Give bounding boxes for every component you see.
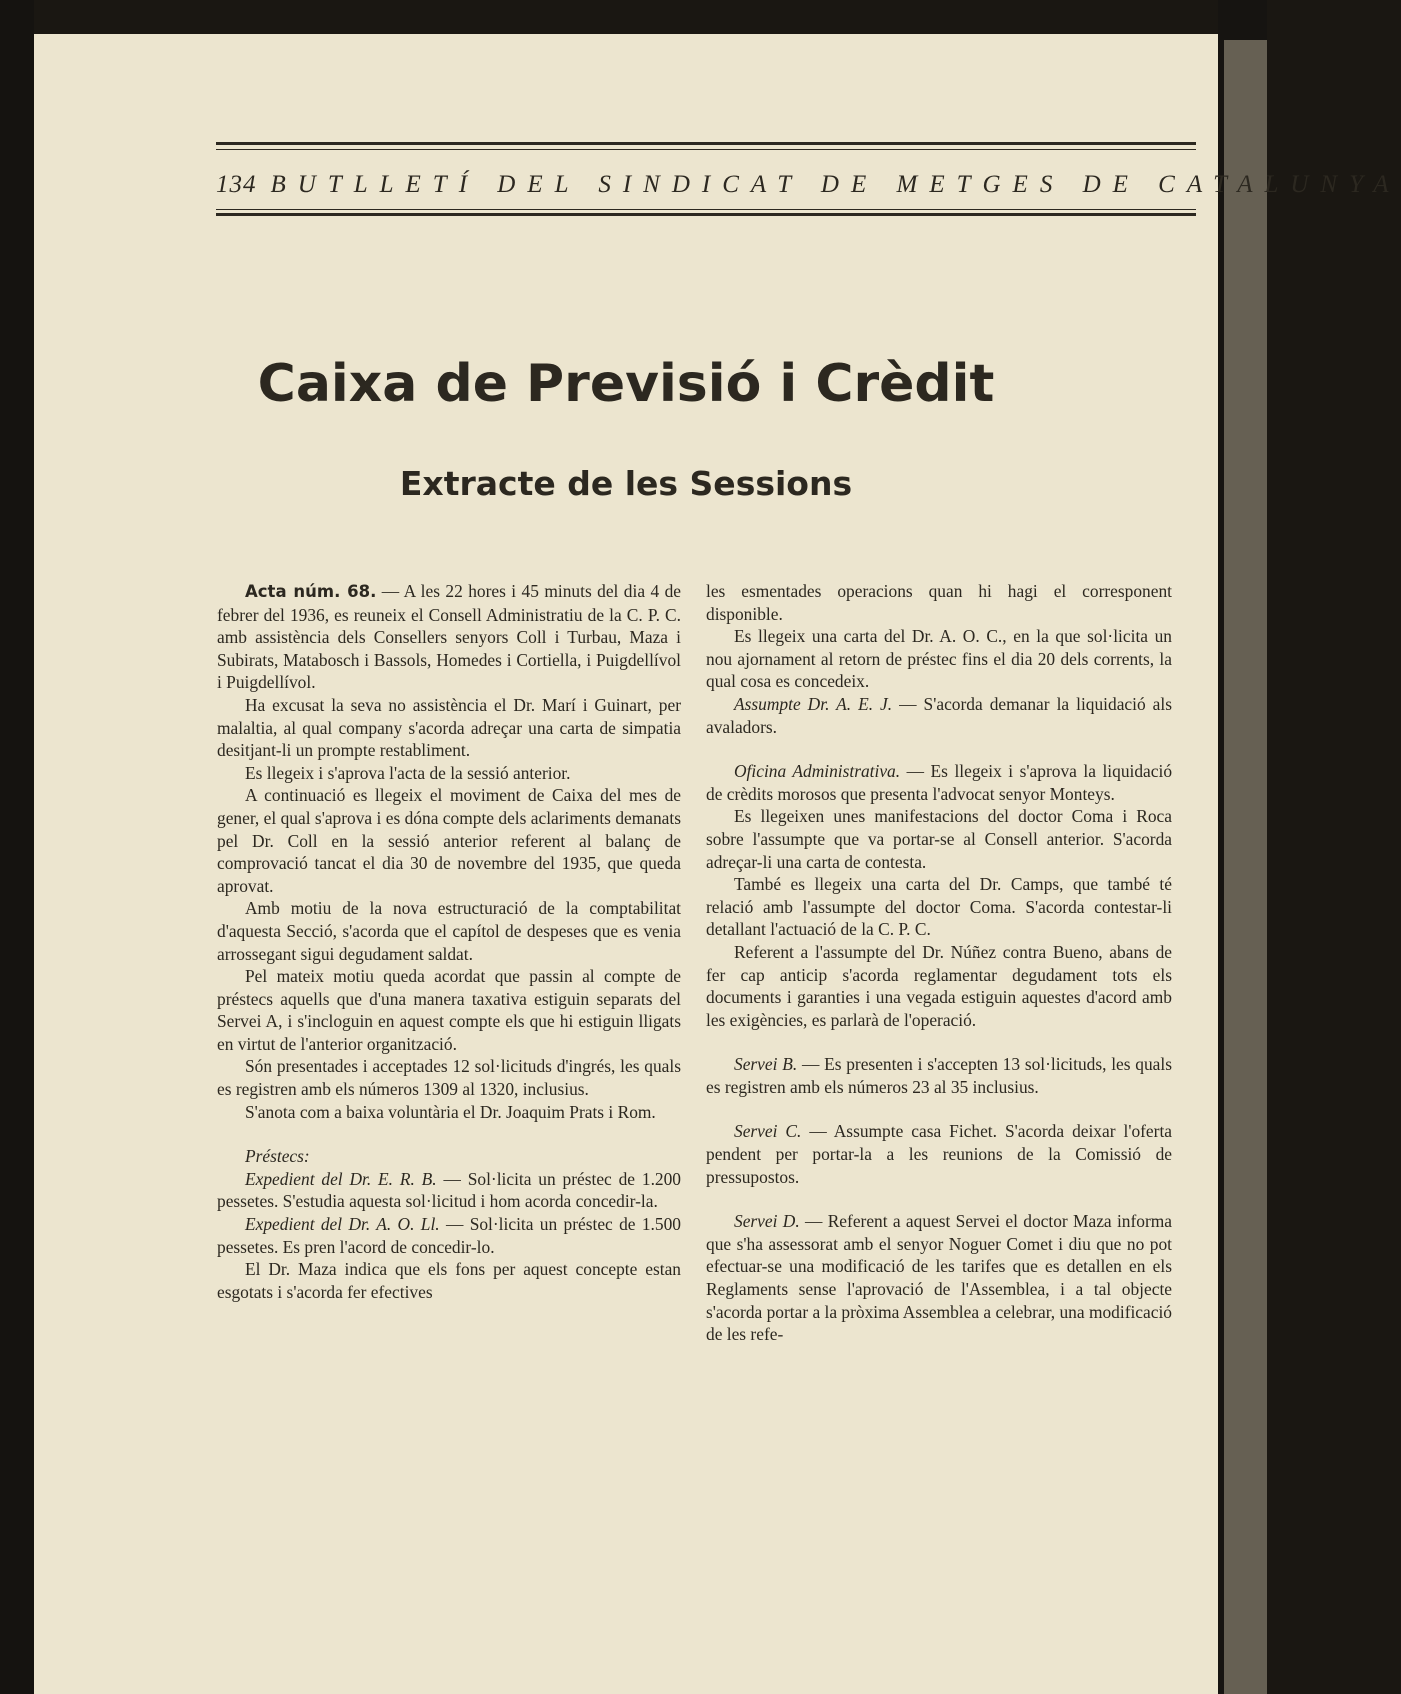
paragraph: Ha excusat la seva no assistència el Dr. Marí i Guinart, per malaltia, al qual company s'acorda adreçar una carta de simpatia desitjant-li un prompte restabliment. — [217, 694, 681, 761]
paragraph-text: — S'acorda demanar la liquidació als avaladors. — [706, 693, 1172, 737]
page-number: 134 — [216, 171, 257, 198]
header-rule-top — [216, 142, 1196, 145]
acta-number: Acta núm. 68. — [245, 582, 377, 601]
paragraph: les esmentades operacions quan hi hagi el corresponent disponible. — [706, 581, 1172, 624]
item-title: Oficina Administrativa. — [734, 761, 901, 782]
paragraph: Són presentades i acceptades 12 sol·licituds d'ingrés, les quals es registren amb els números 1309 al 1320, inclusius. — [217, 1056, 681, 1100]
item-title: Servei B. — [734, 1054, 798, 1075]
scan-background-right — [1218, 0, 1267, 1694]
paragraph-text: — A les 22 hores i 45 minuts del dia 4 de febrer del 1936, es reuneix el Consell Administratiu de la C. P. C. amb assistència dels Consellers senyors Coll i Turbau, Maza i Subirats, Matabosch i Bassols, Homedes i Cortiella, i Puigdellívol i Puigdellívol. — [217, 581, 681, 693]
main-title: Caixa de Previsió i Crèdit — [257, 354, 995, 414]
header-rule-bottom-thin — [216, 209, 1196, 210]
paragraph — [217, 1213, 681, 1258]
subtitle: Extracte de les Sessions — [399, 464, 853, 503]
left-column — [217, 580, 681, 1303]
paragraph-text: — Sol·licita un préstec de 1.500 pessetes. Es pren l'acord de concedir-lo. — [217, 1214, 681, 1257]
header-rule-top-thin — [216, 149, 1196, 150]
paragraph: Referent a l'assumpte del Dr. Núñez contra Bueno, abans de fer cap anticip s'acorda reglamentar degudament tots els documents i garanties i una vegada estiguin aquestes d'acord amb les exigències, es parlarà de l'operació. — [706, 941, 1172, 1030]
paragraph: Pel mateix motiu queda acordat que passin al compte de préstecs aquells que d'una manera taxativa estiguin separats del Servei A, i s'incloguin en aquest compte els que hi estiguin lligats en virtut de l'anterior organització. — [217, 966, 681, 1054]
expedient-title: Expedient del Dr. E. R. B. — [245, 1168, 437, 1189]
paragraph: S'anota com a baixa voluntària el Dr. Joaquim Prats i Rom. — [245, 1101, 656, 1122]
item-title: Assumpte Dr. A. E. J. — [734, 693, 893, 714]
paragraph: Amb motiu de la nova estructuració de la comptabilitat d'aquesta Secció, s'acorda que el capítol de despeses que es venia arrossegant sigui degudament saldat. — [217, 898, 681, 964]
running-header — [216, 142, 1401, 232]
paragraph: Es llegeix una carta del Dr. A. O. C., en la que sol·licita un nou ajornament al retorn de préstec fins el dia 20 dels corrents, la qual cosa es concedeix. — [706, 626, 1172, 692]
header-text-line — [216, 169, 1401, 201]
right-column — [706, 580, 1172, 1346]
paragraph-text: — Referent a aquest Servei el doctor Maza informa que s'ha assessorat amb el senyor Noguer Comet i diu que no pot efectuar-se una modificació de les tarifes que es detallen en els Reglaments sense l'aprovació de l'Assemblea, i a tal objecte s'acorda portar a la pròxima Assemblea a celebrar, una modificació de les refe- — [706, 1211, 1172, 1345]
paragraph — [217, 580, 681, 694]
paragraph-text: — Es presenten i s'accepten 13 sol·licituds, les quals es registren amb els números 23 al 35 inclusius. — [706, 1054, 1172, 1097]
paragraph: A continuació es llegeix el moviment de Caixa del mes de gener, el qual s'aprova i es dóna compte dels aclariments demanats pel Dr. Coll en la sessió anterior referent al balanç de comprovació tancat el dia 30 de novembre del 1935, que queda aprovat. — [217, 785, 681, 896]
paragraph: També es llegeix una carta del Dr. Camps, que també té relació amb l'assumpte del doctor Coma. S'acorda contestar-li detallant l'actuació de la C. P. C. — [706, 874, 1172, 940]
paragraph — [706, 693, 1172, 738]
section-heading-prestecs: Préstecs: — [245, 1146, 310, 1167]
item-title: Servei D. — [734, 1211, 800, 1232]
scan-background-left — [0, 0, 34, 1694]
paragraph — [706, 760, 1172, 805]
running-title: BUTLLETÍ DEL SINDICAT DE METGES DE CATALUNYA — [270, 171, 1401, 198]
paragraph: El Dr. Maza indica que els fons per aquest concepte estan esgotats i s'acorda fer efectives — [217, 1259, 681, 1302]
paragraph — [706, 1053, 1172, 1098]
expedient-title: Expedient del Dr. A. O. Ll. — [245, 1214, 440, 1235]
paragraph — [217, 1168, 681, 1213]
paragraph: Es llegeixen unes manifestacions del doctor Coma i Roca sobre l'assumpte que va portar-se al Consell anterior. S'acorda adreçar-li una carta de contesta. — [706, 806, 1172, 872]
header-rule-bottom — [216, 213, 1196, 216]
paragraph-text: — Es llegeix i s'aprova la liquidació de crèdits morosos que presenta l'advocat senyor Monteys. — [706, 761, 1173, 804]
paragraph — [706, 1210, 1172, 1346]
paragraph-text: — Sol·licita un préstec de 1.200 pessetes. S'estudia aquesta sol·licitud i hom acorda concedir-la. — [217, 1168, 681, 1212]
paragraph: Es llegeix i s'aprova l'acta de la sessió anterior. — [245, 762, 571, 783]
paragraph — [706, 1120, 1172, 1188]
item-title: Servei C. — [734, 1121, 802, 1142]
paragraph-text: — Assumpte casa Fichet. S'acorda deixar l'oferta pendent per portar-la a les reunions de la Comissió de pressupostos. — [706, 1121, 1172, 1187]
document-page — [34, 34, 1401, 1694]
